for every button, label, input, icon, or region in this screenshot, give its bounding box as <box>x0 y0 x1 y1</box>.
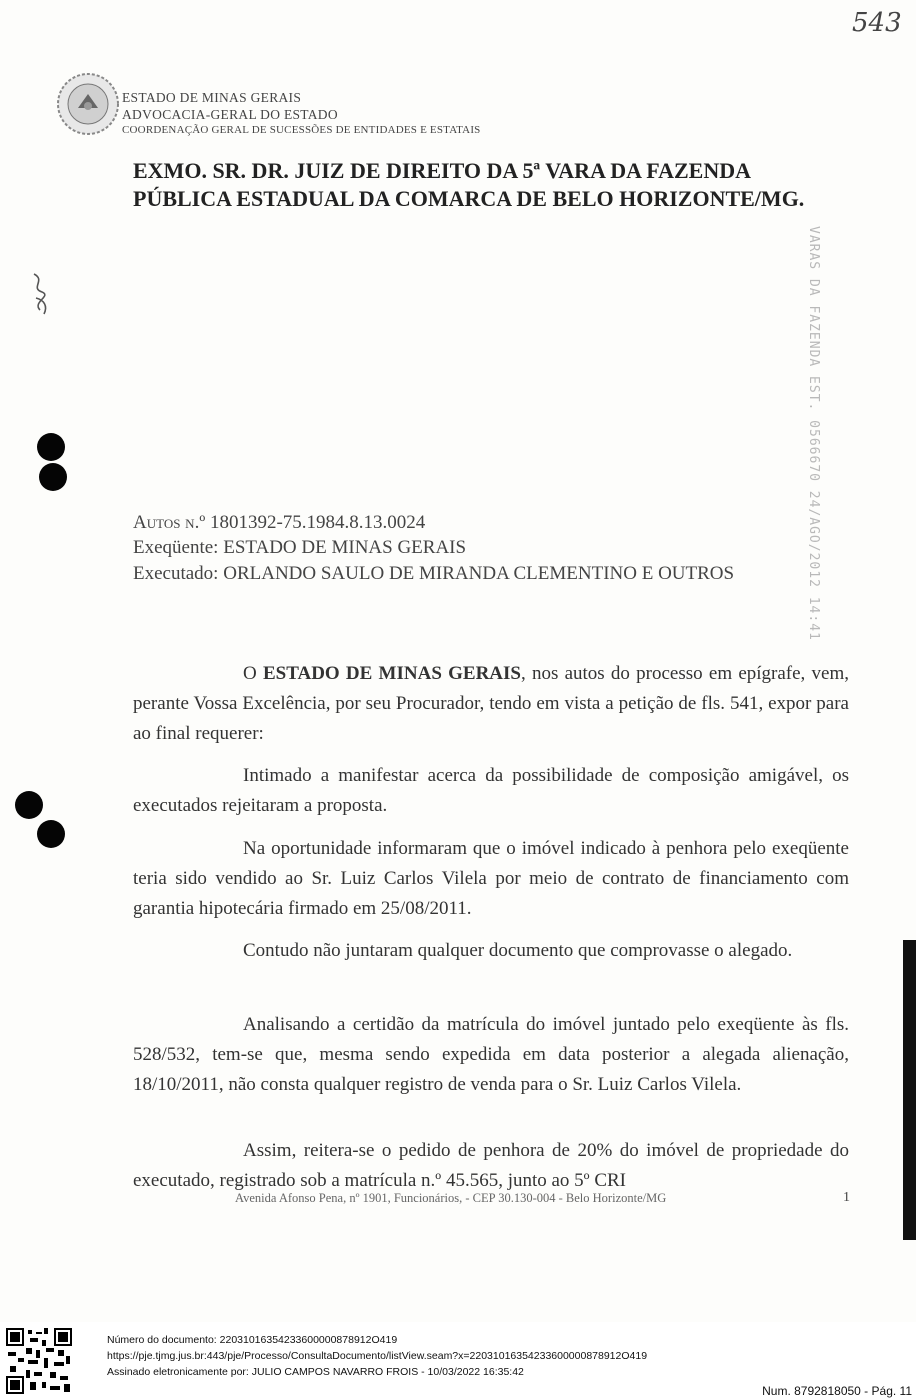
header-coordination: COORDENAÇÃO GERAL DE SUCESSÕES DE ENTIDADES E ESTATAIS <box>122 124 481 136</box>
header-state: ESTADO DE MINAS GERAIS <box>122 90 302 105</box>
case-number-line <box>133 512 425 534</box>
executado-label: Executado: <box>133 563 219 584</box>
executado-value: ORLANDO SAULO DE MIRANDA CLEMENTINO E OUTROS <box>223 563 735 584</box>
executado-line <box>133 563 734 585</box>
case-number-value: 1801392-75.1984.8.13.0024 <box>209 512 426 533</box>
punch-hole <box>15 791 43 819</box>
party-name: ESTADO DE MINAS GERAIS <box>262 663 521 684</box>
paragraph-6: Assim, reitera-se o pedido de penhora de 20% do imóvel de propriedade do executado, registrado sob a matrícula n.º 45.565, junto ao 5º CRI <box>133 1140 849 1191</box>
paragraph-1: O ESTADO DE MINAS GERAIS, nos autos do processo em epígrafe, vem, perante Vossa Excelência, por seu Procurador, tendo em vista a petição de fls. 541, expor para ao final requerer: <box>133 663 850 744</box>
punch-hole <box>37 433 65 461</box>
punch-hole <box>37 820 65 848</box>
punch-hole <box>39 463 67 491</box>
case-number-label: Autos n.º <box>133 512 206 533</box>
paragraph-5: Analisando a certidão da matrícula do imóvel juntado pelo exeqüente às fls. 528/532, tem-se que, mesma sendo expedida em data posterior a alegada alienação, 18/10/2011, não consta qualquer registro de venda para o Sr. Luiz Carlos Vilela. <box>133 1014 849 1095</box>
paragraph-4: Contudo não juntaram qualquer documento que comprovasse o alegado. <box>243 940 793 961</box>
handwritten-initials <box>26 270 58 318</box>
pje-doc-number: Número do documento: 22031016354233600000878912O419 <box>107 1334 398 1346</box>
pje-url[interactable]: https://pje.tjmg.jus.br:443/pje/Processo/ConsultaDocumento/listView.seam?x=22031016354233600000878912O419 <box>107 1350 648 1362</box>
footer-page-number: 1 <box>843 1190 850 1205</box>
exequente-line <box>133 537 466 559</box>
addressee-heading: EXMO. SR. DR. JUIZ DE DIREITO DA 5ª VARA DA FAZENDA PÚBLICA ESTADUAL DA COMARCA DE BELO HORIZONTE/MG. <box>133 158 805 211</box>
exequente-label: Exeqüente: <box>133 537 219 558</box>
qr-code-icon[interactable] <box>6 1328 72 1394</box>
pje-signature: Assinado eletronicamente por: JULIO CAMPOS NAVARRO FROIS - 10/03/2022 16:35:42 <box>107 1366 524 1378</box>
scan-edge-mark <box>903 940 916 1240</box>
handwritten-page-number: 543 <box>852 8 902 38</box>
paragraph-2: Intimado a manifestar acerca da possibilidade de composição amigável, os executados rejeitaram a proposta. <box>133 765 849 816</box>
state-seal-icon <box>52 68 124 140</box>
exequente-value: ESTADO DE MINAS GERAIS <box>223 537 467 558</box>
header-agency: ADVOCACIA-GERAL DO ESTADO <box>122 107 338 122</box>
paragraph-3: Na oportunidade informaram que o imóvel indicado à penhora pelo exeqüente teria sido vendido ao Sr. Luiz Carlos Vilela por meio de contrato de financiamento com garantia hipotecária firmado em 25/08/2011. <box>133 838 849 919</box>
received-stamp: VARAS DA FAZENDA EST. 0566670 24/AGO/2012 14:41 <box>806 226 821 641</box>
pje-page-info: Num. 8792818050 - Pág. 11 <box>762 1384 912 1398</box>
footer-address: Avenida Afonso Pena, nº 1901, Funcionários, - CEP 30.130-004 - Belo Horizonte/MG <box>235 1191 667 1205</box>
